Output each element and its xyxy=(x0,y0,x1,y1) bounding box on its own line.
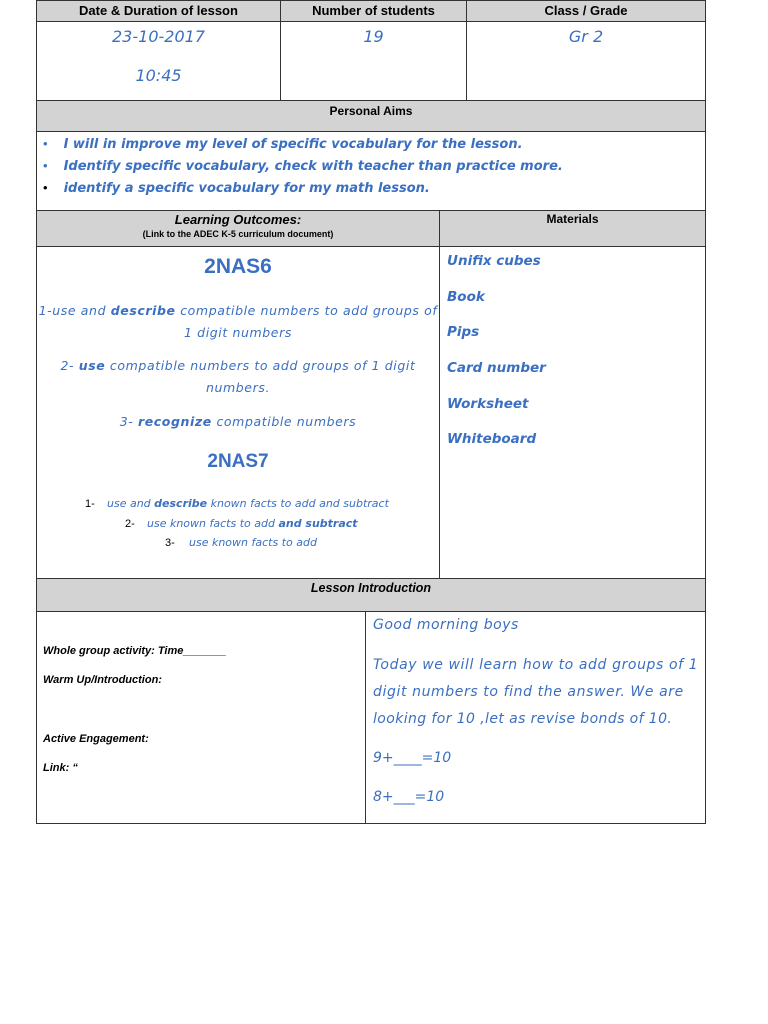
materials-body xyxy=(439,246,706,579)
outcome-1: 1-use and describe compatible numbers to add groups of xyxy=(38,303,438,318)
personal-aims-header xyxy=(36,100,706,132)
info-grade-cell xyxy=(466,21,706,101)
equation-1: 9+____=10 xyxy=(373,750,452,766)
active-engagement: Active Engagement: xyxy=(43,733,149,745)
aim-item: • I will in improve my level of specific vocabulary for the lesson. xyxy=(43,136,523,152)
material-item: Book xyxy=(447,289,485,305)
sub-outcome-1: 1- use and describe known facts to add and subtract xyxy=(85,497,389,510)
header-students-label: Number of students xyxy=(312,3,435,18)
header-date-label: Date & Duration of lesson xyxy=(79,3,238,18)
warm-up-introduction: Warm Up/Introduction: xyxy=(43,674,162,686)
intro-line-3: looking for 10 ,let as revise bonds of 10. xyxy=(373,711,673,727)
learning-outcomes-header xyxy=(36,210,440,247)
personal-aims-body xyxy=(36,131,706,211)
header-students xyxy=(280,0,467,22)
whole-group-activity: Whole group activity: Time_______ xyxy=(43,645,227,657)
info-students-cell xyxy=(280,21,467,101)
learning-outcomes-body xyxy=(36,246,440,579)
materials-title: Materials xyxy=(546,212,599,226)
materials-header xyxy=(439,210,706,247)
aim-item: • identify a specific vocabulary for my math lesson. xyxy=(43,180,430,196)
intro-line-2: digit numbers to find the answer. We are xyxy=(373,684,684,700)
lesson-intro-title: Lesson Introduction xyxy=(310,581,432,595)
class-grade: Gr 2 xyxy=(568,27,604,46)
outcome-1-cont: 1 digit numbers xyxy=(184,325,292,340)
lesson-intro-right xyxy=(365,611,706,824)
lesson-time: 10:45 xyxy=(135,66,182,85)
header-grade-label: Class / Grade xyxy=(544,3,628,18)
learning-outcomes-title: Learning Outcomes: xyxy=(174,212,302,227)
info-date-cell xyxy=(36,21,281,101)
outcome-2: 2- use compatible numbers to add groups of 1 digit xyxy=(60,358,416,373)
material-item: Unifix cubes xyxy=(447,253,541,269)
sub-outcome-2: 2- use known facts to add and subtract xyxy=(125,517,358,530)
header-class-grade xyxy=(466,0,706,22)
intro-line-1: Today we will learn how to add groups of 1 xyxy=(373,657,699,673)
greeting-text: Good morning boys xyxy=(373,617,519,633)
aim-item: • Identify specific vocabulary, check with teacher than practice more. xyxy=(43,158,563,174)
lesson-date: 23-10-2017 xyxy=(112,27,205,46)
outcome-code-2nas7: 2NAS7 xyxy=(207,451,269,472)
lesson-intro-left xyxy=(36,611,366,824)
sub-outcome-3: 3- use known facts to add xyxy=(165,536,317,549)
outcome-3: 3- recognize compatible numbers xyxy=(119,414,357,429)
lesson-intro-header xyxy=(36,578,706,612)
outcome-code-2nas6: 2NAS6 xyxy=(204,255,272,278)
material-item: Worksheet xyxy=(447,396,529,412)
equation-2: 8+___=10 xyxy=(373,789,445,805)
learning-outcomes-subtitle: (Link to the ADEC K-5 curriculum document) xyxy=(142,229,334,239)
student-count: 19 xyxy=(363,27,384,46)
material-item: Pips xyxy=(447,324,480,340)
header-date-duration xyxy=(36,0,281,22)
outcome-2-cont: numbers. xyxy=(205,380,271,395)
material-item: Whiteboard xyxy=(447,431,537,447)
material-item: Card number xyxy=(447,360,546,376)
personal-aims-title: Personal Aims xyxy=(329,104,413,118)
link-label: Link: “ xyxy=(43,762,78,774)
